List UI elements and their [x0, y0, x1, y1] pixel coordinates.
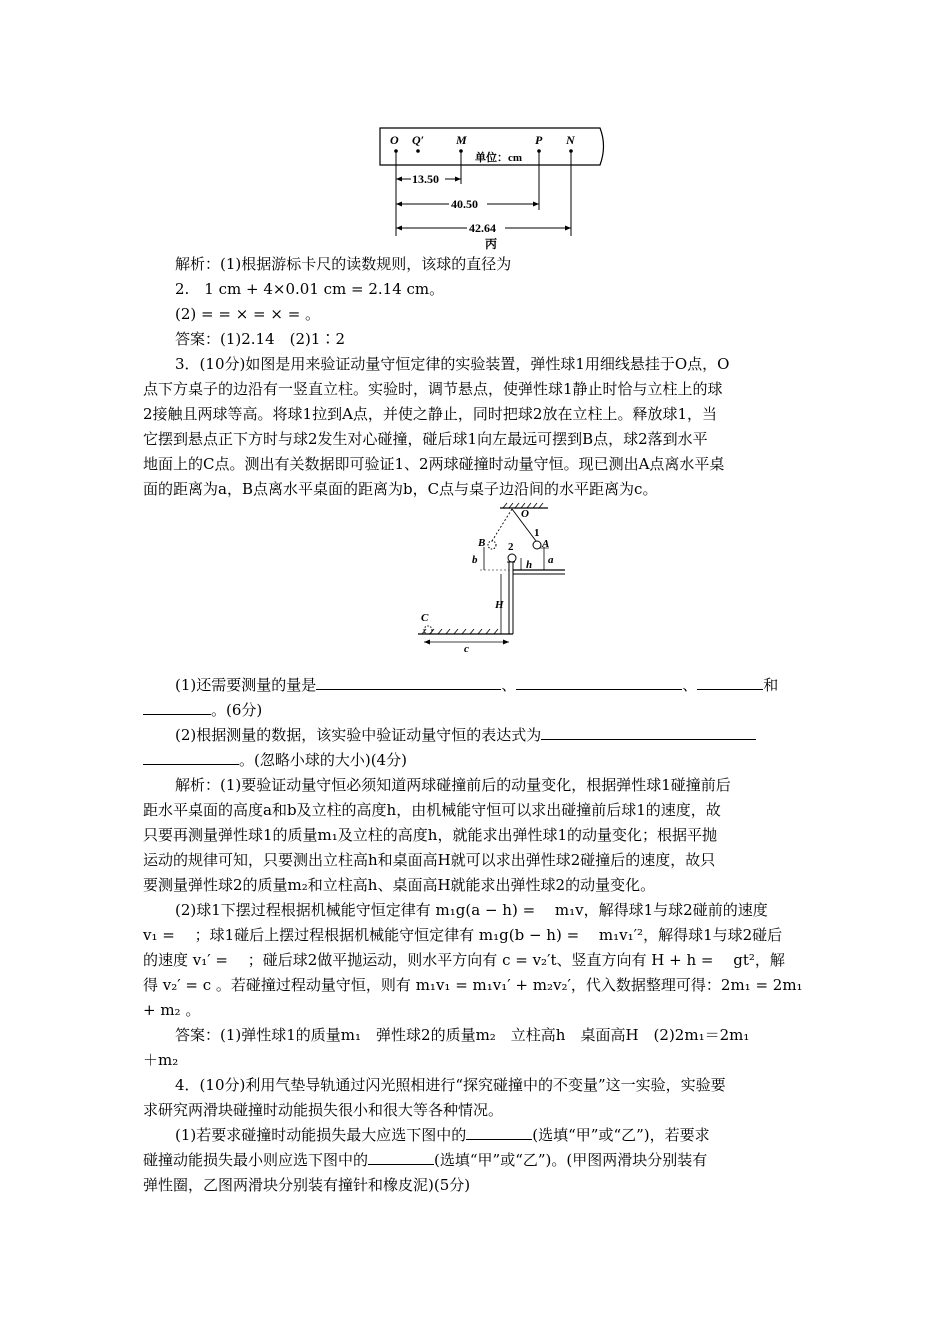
sol2-line1: 解析：(1)根据游标卡尺的读数规则，该球的直径为: [175, 255, 512, 273]
sol3-line3: 只要再测量弹性球1的质量m₁及立柱的高度h，就能求出弹性球1的动量变化；根据平抛: [143, 826, 717, 844]
q3-part1-cont: [143, 700, 262, 720]
q4-part1-cont: [143, 1150, 707, 1170]
answer-blank-5[interactable]: [541, 725, 756, 740]
q4-part1-choice2: (选填“甲”或“乙”)。(甲图两滑块分别装有: [434, 1151, 708, 1169]
sol3-line4: 运动的规律可知，只要测出立柱高h和桌面高H就可以求出弹性球2碰撞后的速度，故只: [143, 851, 716, 869]
q3-line3: 2接触且两球等高。将球1拉到A点，并使之静止，同时把球2放在立柱上。释放球1，当: [143, 405, 718, 423]
answer-blank-4[interactable]: [143, 700, 211, 715]
point-P-label: P: [535, 133, 543, 147]
q4-part1-choice: (选填“甲”或“乙”)，若要求: [532, 1126, 710, 1144]
label-1: 1: [534, 527, 540, 539]
q4-part1-text: (1)若要求碰撞时动能损失最大应选下图中的: [175, 1126, 467, 1144]
sol3-line9: 得 v₂′ = c 。若碰撞过程动量守恒，则有 m₁v₁ = m₁v₁′ + m₂v₂′，代入数据整理可得：2m₁ = 2m₁: [143, 976, 803, 994]
q4-line1: 4．(10分)利用气垫导轨通过闪光照相进行“探究碰撞中的不变量”这一实验，实验要: [175, 1076, 726, 1094]
sol3-line8: 的速度 v₁′ = ；碰后球2做平抛运动，则水平方向有 c = v₂′t、竖直方向有 H + h = gt²，解: [143, 951, 785, 969]
answer-blank-6[interactable]: [143, 750, 239, 765]
q3-part1-score: 。(6分): [211, 701, 263, 719]
separator: 、: [501, 676, 517, 694]
answer-blank-1[interactable]: [316, 675, 501, 690]
q3-part2-cont: [143, 750, 407, 770]
dim-42-64: 42.64: [469, 221, 496, 235]
figure-caption-bing: 丙: [485, 237, 498, 251]
pendulum-figure: [408, 500, 578, 660]
q4-line2: 求研究两滑块碰撞时动能损失很小和很大等各种情况。: [143, 1101, 504, 1119]
sol3-line6: (2)球1下摆过程根据机械能守恒定律有 m₁g(a − h) = m₁v，解得球1与球2碰前的速度: [175, 901, 768, 919]
separator: 、: [682, 676, 698, 694]
tape-figure: [375, 124, 615, 252]
answer-blank-2[interactable]: [516, 675, 682, 690]
dim-40-50: 40.50: [451, 197, 478, 211]
sol3-line5: 要测量弹性球2的质量m₂和立柱高h、桌面高H就能求出弹性球2的动量变化。: [143, 876, 656, 894]
q3-line2: 点下方桌子的边沿有一竖直立柱。实验时，调节悬点，使弹性球1静止时恰与立柱上的球: [143, 380, 723, 398]
label-c: c: [464, 643, 469, 655]
and-label: 和: [763, 676, 779, 694]
q3-part1-text: (1)还需要测量的量是: [175, 676, 317, 694]
point-O-label: O: [390, 133, 399, 147]
sol3-answer1: 答案：(1)弹性球1的质量m₁ 弹性球2的质量m₂ 立柱高h 桌面高H (2)2m₁＝2m₁: [175, 1026, 750, 1044]
q3-line6: 面的距离为a，B点离水平桌面的距离为b，C点与桌子边沿间的水平距离为c。: [143, 480, 658, 498]
sol3-line7: v₁ = ；球1碰后上摆过程根据机械能守恒定律有 m₁g(b − h) = m₁v₁′²，解得球1与球2碰后: [143, 926, 783, 944]
q3-part2-score: 。(忽略小球的大小)(4分): [239, 751, 407, 769]
sol3-line1: 解析：(1)要验证动量守恒必须知道两球碰撞前后的动量变化，根据弹性球1碰撞前后: [175, 776, 731, 794]
label-b: b: [472, 554, 478, 566]
sol2-line3: (2) = = × = × = 。: [175, 305, 321, 323]
q3-line1: 3．(10分)如图是用来验证动量守恒定律的实验装置，弹性球1用细线悬挂于O点，O: [175, 355, 730, 373]
point-M-label: M: [456, 133, 467, 147]
label-h: h: [526, 559, 533, 571]
point-Q-label: Q′: [412, 133, 425, 147]
q4-part1-note: 弹性圈，乙图两滑块分别装有撞针和橡皮泥)(5分): [143, 1176, 471, 1194]
label-2: 2: [508, 541, 514, 553]
q3-part2: [175, 725, 756, 745]
sol3-line2: 距水平桌面的高度a和b及立柱的高度h，由机械能守恒可以求出碰撞前后球1的速度，故: [143, 801, 721, 819]
sol3-answer2: ＋m₂: [143, 1051, 179, 1069]
label-H: H: [495, 599, 504, 611]
dim-13-50: 13.50: [412, 172, 439, 186]
q3-part1: [175, 675, 778, 695]
label-A: A: [542, 538, 550, 550]
label-O: O: [521, 508, 529, 520]
sol2-answer: 答案：(1)2.14 (2)1∶2: [175, 330, 345, 348]
q4-part1-text2: 碰撞动能损失最小则应选下图中的: [143, 1151, 369, 1169]
label-B: B: [478, 537, 486, 549]
label-C: C: [421, 612, 429, 624]
unit-label: 单位：cm: [475, 152, 523, 164]
q3-line4: 它摆到悬点正下方时与球2发生对心碰撞，碰后球1向左最远可摆到B点，球2落到水平: [143, 430, 708, 448]
sol3-line10: + m₂ 。: [143, 1001, 201, 1019]
point-N-label: N: [566, 133, 575, 147]
answer-blank-7[interactable]: [466, 1125, 532, 1140]
answer-blank-3[interactable]: [697, 675, 763, 690]
sol2-line2: 2. 1 cm + 4×0.01 cm = 2.14 cm。: [175, 280, 445, 298]
label-a: a: [548, 554, 554, 566]
q3-part2-text: (2)根据测量的数据，该实验中验证动量守恒的表达式为: [175, 726, 542, 744]
q4-part1: [175, 1125, 710, 1145]
q3-line5: 地面上的C点。测出有关数据即可验证1、2两球碰撞时动量守恒。现已测出A点离水平桌: [143, 455, 725, 473]
answer-blank-8[interactable]: [368, 1150, 434, 1165]
